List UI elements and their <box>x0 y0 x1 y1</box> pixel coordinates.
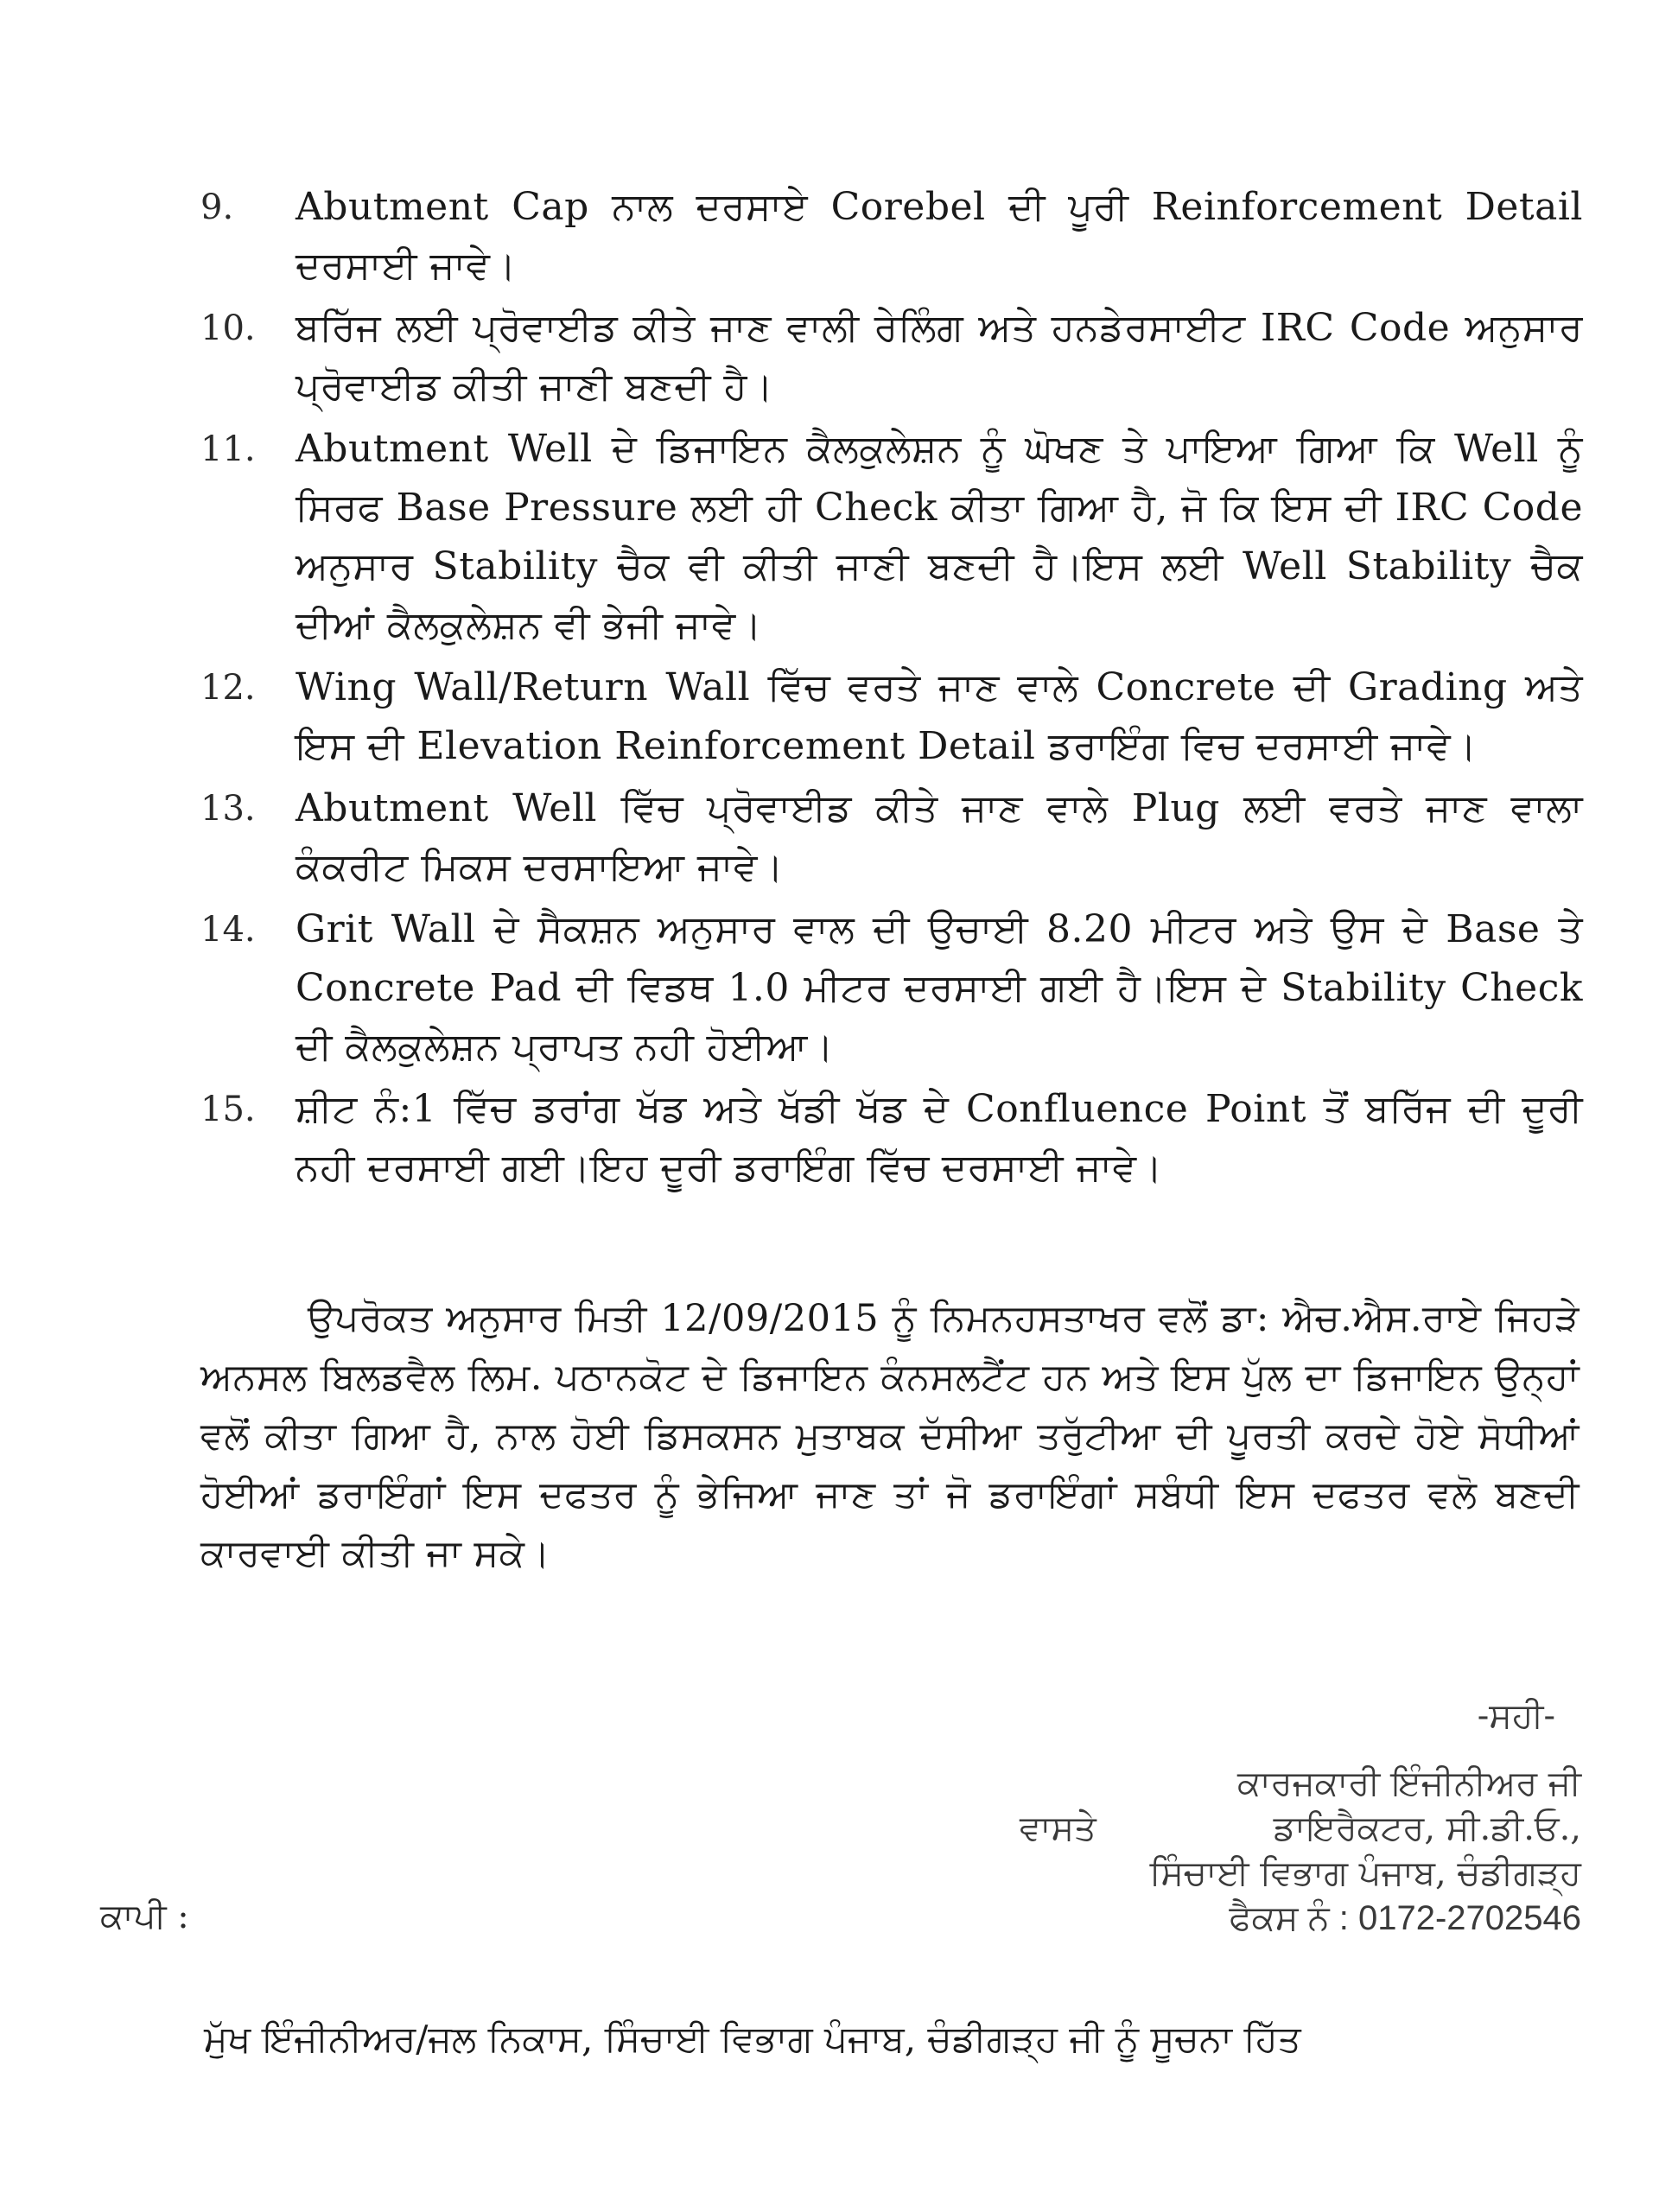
item-number: 13. <box>200 789 256 829</box>
copy-recipient: ਮੁੱਖ ਇੰਜੀਨੀਅਰ/ਜਲ ਨਿਕਾਸ, ਸਿੰਚਾਈ ਵਿਭਾਗ ਪੰਜਾਬ, ਚੰਡੀਗੜ੍ਹ ਜੀ ਨੂੰ ਸੂਚਨਾ ਹਿੱਤ <box>204 2018 1301 2060</box>
item-text: Abutment Well ਦੇ ਡਿਜਾਇਨ ਕੈਲਕੁਲੇਸ਼ਨ ਨੂੰ ਘੋਖਣ ਤੇ ਪਾਇਆ ਗਿਆ ਕਿ Well ਨੂੰ ਸਿਰਫ Base Pressure ਲਈ ਹੀ Check ਕੀਤਾ ਗਿਆ ਹੈ, ਜੋ ਕਿ ਇਸ ਦੀ IRC Code ਅਨੁਸਾਰ Stability ਚੈਕ ਵੀ ਕੀਤੀ ਜਾਣੀ ਬਣਦੀ ਹੈ।ਇਸ ਲਈ Well Stability ਚੈਕ ਦੀਆਂ ਕੈਲਕੁਲੇਸ਼ਨ ਵੀ ਭੇਜੀ ਜਾਵੇ। <box>296 427 1583 647</box>
item-number: 10. <box>200 308 256 348</box>
signature-vaste: ਵਾਸਤੇ <box>1020 1808 1096 1848</box>
signature-fax: ਫੈਕਸ ਨੰ : 0172-2702546 <box>1229 1899 1581 1937</box>
signature-director: ਡਾਇਰੈਕਟਰ, ਸੀ.ਡੀ.ਓ., <box>1273 1808 1581 1848</box>
list-item <box>200 178 1583 296</box>
copy-label: ਕਾਪੀ : <box>100 1897 189 1936</box>
signature-director-row <box>1020 1806 1581 1851</box>
observation-list <box>200 178 1583 1201</box>
signature-department: ਸਿੰਚਾਈ ਵਿਭਾਗ ਪੰਜਾਬ, ਚੰਡੀਗੜ੍ਹ <box>1149 1853 1581 1893</box>
item-number: 15. <box>200 1090 256 1129</box>
item-text: Wing Wall/Return Wall ਵਿੱਚ ਵਰਤੇ ਜਾਣ ਵਾਲੇ Concrete ਦੀ Grading ਅਤੇ ਇਸ ਦੀ Elevation Reinforcement Detail ਡਰਾਇੰਗ ਵਿਚ ਦਰਸਾਈ ਜਾਵੇ। <box>296 665 1583 768</box>
signature-sahi: -ਸਹੀ- <box>1477 1696 1555 1736</box>
item-text: Abutment Cap ਨਾਲ ਦਰਸਾਏ Corebel ਦੀ ਪੂਰੀ Reinforcement Detail ਦਰਸਾਈ ਜਾਵੇ। <box>296 185 1583 288</box>
item-number: 11. <box>200 429 256 469</box>
list-item <box>200 658 1583 776</box>
item-number: 14. <box>200 910 256 950</box>
item-number: 9. <box>200 188 234 227</box>
list-item <box>200 299 1583 416</box>
item-text: ਬਰਿੱਜ ਲਈ ਪ੍ਰੋਵਾਈਡ ਕੀਤੇ ਜਾਣ ਵਾਲੀ ਰੇਲਿੰਗ ਅਤੇ ਹਨਡੇਰਸਾਈਟ IRC Code ਅਨੁਸਾਰ ਪ੍ਰੋਵਾਈਡ ਕੀਤੀ ਜਾਣੀ ਬਣਦੀ ਹੈ। <box>296 306 1583 409</box>
list-item <box>200 1080 1583 1198</box>
list-item <box>200 900 1583 1077</box>
item-text: ਸ਼ੀਟ ਨੰ:1 ਵਿੱਚ ਡਰਾਂਗ ਖੱਡ ਅਤੇ ਖੱਡੀ ਖੱਡ ਦੇ Confluence Point ਤੋਂ ਬਰਿੱਜ ਦੀ ਦੂਰੀ ਨਹੀ ਦਰਸਾਈ ਗਈ।ਇਹ ਦੂਰੀ ਡਰਾਇੰਗ ਵਿੱਚ ਦਰਸਾਈ ਜਾਵੇ। <box>296 1087 1583 1190</box>
signature-block <box>1020 1694 1581 1941</box>
item-text: Grit Wall ਦੇ ਸੈਕਸ਼ਨ ਅਨੁਸਾਰ ਵਾਲ ਦੀ ਉਚਾਈ 8.20 ਮੀਟਰ ਅਤੇ ਉਸ ਦੇ Base ਤੇ Concrete Pad ਦੀ ਵਿਡਥ 1.0 ਮੀਟਰ ਦਰਸਾਈ ਗਈ ਹੈ।ਇਸ ਦੇ Stability Check ਦੀ ਕੈਲਕੁਲੇਸ਼ਨ ਪ੍ਰਾਪਤ ਨਹੀ ਹੋਈਆ। <box>296 907 1583 1069</box>
closing-paragraph: ਉਪਰੋਕਤ ਅਨੁਸਾਰ ਮਿਤੀ 12/09/2015 ਨੂੰ ਨਿਮਨਹਸਤਾਖਰ ਵਲੋਂ ਡਾ: ਐਚ.ਐਸ.ਰਾਏ ਜਿਹੜੇ ਅਨਸਲ ਬਿਲਡਵੈਲ ਲਿਮ. ਪਠਾਨਕੋਟ ਦੇ ਡਿਜਾਇਨ ਕੰਨਸਲਟੈਂਟ ਹਨ ਅਤੇ ਇਸ ਪੁੱਲ ਦਾ ਡਿਜਾਇਨ ਉਨ੍ਹਾਂ ਵਲੋਂ ਕੀਤਾ ਗਿਆ ਹੈ, ਨਾਲ ਹੋਈ ਡਿਸਕਸਨ ਮੁਤਾਬਕ ਦੱਸੀਆ ਤਰੁੱਟੀਆ ਦੀ ਪੂਰਤੀ ਕਰਦੇ ਹੋਏ ਸੋਧੀਆਂ ਹੋਈਆਂ ਡਰਾਇੰਗਾਂ ਇਸ ਦਫਤਰ ਨੂੰ ਭੇਜਿਆ ਜਾਣ ਤਾਂ ਜੋ ਡਰਾਇੰਗਾਂ ਸਬੰਧੀ ਇਸ ਦਫਤਰ ਵਲੋ ਬਣਦੀ ਕਾਰਵਾਈ ਕੀਤੀ ਜਾ ਸਕੇ। <box>200 1297 1580 1575</box>
signature-designation: ਕਾਰਜਕਾਰੀ ਇੰਜੀਨੀਅਰ ਜੀ <box>1237 1764 1581 1803</box>
list-item <box>200 420 1583 655</box>
item-text: Abutment Well ਵਿੱਚ ਪ੍ਰੋਵਾਈਡ ਕੀਤੇ ਜਾਣ ਵਾਲੇ Plug ਲਈ ਵਰਤੇ ਜਾਣ ਵਾਲਾ ਕੰਕਰੀਟ ਮਿਕਸ ਦਰਸਾਇਆ ਜਾਵੇ। <box>296 786 1583 889</box>
item-number: 12. <box>200 668 256 708</box>
list-item <box>200 779 1583 897</box>
